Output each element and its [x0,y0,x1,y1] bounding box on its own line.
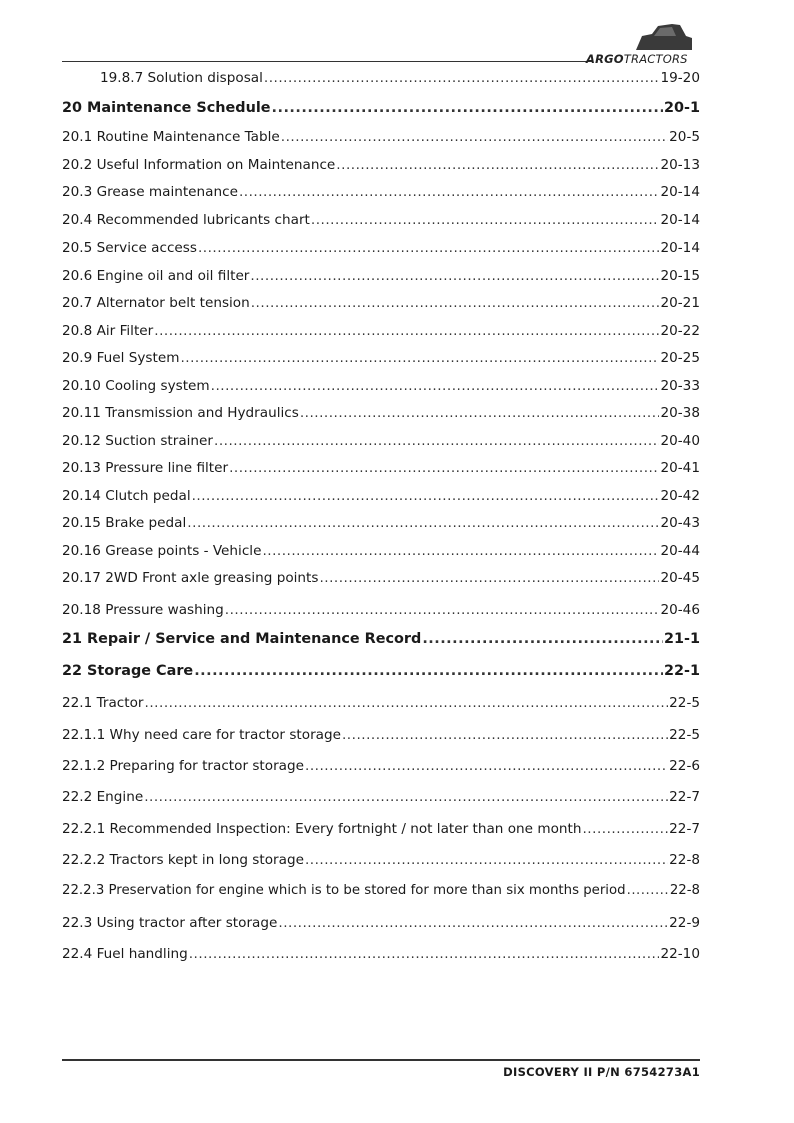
toc-entry[interactable] [62,268,700,284]
toc-title: 20.9 Fuel System [62,350,180,366]
toc-entry[interactable] [62,515,700,531]
dot-leader [300,405,660,421]
toc-entry[interactable] [62,100,700,116]
toc-page: 20-5 [669,129,700,145]
toc-title: 20.2 Useful Information on Maintenance [62,157,336,173]
dot-leader [211,378,660,394]
dot-leader [251,295,660,311]
toc-entry[interactable] [62,240,700,256]
toc-entry[interactable] [62,378,700,394]
dot-leader [278,915,668,931]
toc-entry[interactable] [62,631,700,647]
toc-title: 20.1 Routine Maintenance Table [62,129,280,145]
dot-leader [198,240,660,256]
toc-title: 21 Repair / Service and Maintenance Record [62,631,422,647]
toc-page: 20-22 [660,323,700,339]
toc-title: 22.2.1 Recommended Inspection: Every fortnight / not later than one month [62,821,582,837]
toc-page: 20-40 [660,433,700,449]
toc-entry[interactable] [62,405,700,421]
dot-leader [264,70,660,86]
dot-leader [180,350,659,366]
dot-leader [194,663,663,679]
header-rule [62,61,592,62]
toc-entry[interactable] [62,350,700,366]
toc-page: 22-8 [669,852,700,868]
toc-page: 19-20 [660,70,700,86]
dot-leader [187,515,659,531]
toc-title: 22.1.1 Why need care for tractor storage [62,727,341,743]
dot-leader [342,727,668,743]
toc-page: 20-33 [660,378,700,394]
toc-page: 20-46 [660,602,700,618]
toc-page: 20-25 [660,350,700,366]
toc-entry[interactable] [62,295,700,311]
toc-entry[interactable] [62,323,700,339]
dot-leader [305,852,668,868]
dot-leader [250,268,659,284]
toc-page: 22-5 [669,727,700,743]
toc-page: 20-43 [660,515,700,531]
toc-title: 20.17 2WD Front axle greasing points [62,570,319,586]
toc-page: 20-38 [660,405,700,421]
dot-leader [305,758,668,774]
toc-page: 20-41 [660,460,700,476]
toc-page: 22-8 [669,883,700,898]
toc-title: 22 Storage Care [62,663,194,679]
toc-title: 20.15 Brake pedal [62,515,187,531]
toc-entry[interactable] [100,70,700,86]
toc-page: 20-15 [660,268,700,284]
dot-leader [229,460,659,476]
dot-leader [262,543,659,559]
dot-leader [192,488,660,504]
toc-title: 22.1 Tractor [62,695,144,711]
toc-title: 22.2 Engine [62,789,144,805]
tractor-cab-icon [632,22,694,52]
dot-leader [189,946,660,962]
toc-entry[interactable] [62,129,700,145]
toc-page: 22-10 [660,946,700,962]
toc-entry[interactable] [62,727,700,743]
dot-leader [154,323,659,339]
toc-title: 20.11 Transmission and Hydraulics [62,405,299,421]
toc-page: 20-45 [660,570,700,586]
argo-tractors-logo [586,22,706,66]
toc-entry[interactable] [62,488,700,504]
logo-wordmark: ARGOTRACTORS [586,52,688,66]
toc-title: 20.12 Suction strainer [62,433,213,449]
dot-leader [582,821,668,837]
toc-title: 20.6 Engine oil and oil filter [62,268,250,284]
dot-leader [422,631,663,647]
dot-leader [272,100,663,116]
toc-title: 22.3 Using tractor after storage [62,915,278,931]
dot-leader [225,602,660,618]
toc-page: 20-14 [660,240,700,256]
toc-page: 21-1 [663,631,700,647]
toc-entry[interactable] [62,663,700,679]
dot-leader [336,157,659,173]
toc-title: 20.3 Grease maintenance [62,184,238,200]
toc-title: 22.2.3 Preservation for engine which is to be stored for more than six months period [62,883,626,898]
toc-page: 22-7 [669,789,700,805]
toc-title: 20.13 Pressure line filter [62,460,229,476]
dot-leader [144,789,668,805]
toc-page: 20-42 [660,488,700,504]
toc-entry[interactable] [62,758,700,774]
toc-entry[interactable] [62,883,700,898]
toc-page: 20-14 [660,212,700,228]
toc-entry[interactable] [62,789,700,805]
toc-entry[interactable] [62,602,700,618]
toc-entry[interactable] [62,821,700,837]
toc-entry[interactable] [62,433,700,449]
toc-entry[interactable] [62,946,700,962]
toc-page: 20-44 [660,543,700,559]
toc-page: 20-13 [660,157,700,173]
toc-page: 22-6 [669,758,700,774]
dot-leader [239,184,660,200]
toc-page: 20-14 [660,184,700,200]
toc-page: 20-21 [660,295,700,311]
toc-page: 22-7 [669,821,700,837]
toc-title: 20.7 Alternator belt tension [62,295,250,311]
toc-title: 22.2.2 Tractors kept in long storage [62,852,304,868]
dot-leader [627,883,669,898]
toc-title: 20.5 Service access [62,240,197,256]
dot-leader [281,129,668,145]
toc-title: 20 Maintenance Schedule [62,100,271,116]
toc-title: 20.4 Recommended lubricants chart [62,212,310,228]
toc-title: 20.18 Pressure washing [62,602,224,618]
toc-title: 20.8 Air Filter [62,323,154,339]
dot-leader [145,695,669,711]
toc-title: 20.10 Cooling system [62,378,210,394]
toc-entry[interactable] [62,157,700,173]
toc-entry[interactable] [62,852,700,868]
footer-part-number: DISCOVERY II P/N 6754273A1 [503,1065,700,1079]
toc-title: 22.1.2 Preparing for tractor storage [62,758,304,774]
toc-page: 22-1 [663,663,700,679]
dot-leader [214,433,659,449]
toc-title: 20.16 Grease points - Vehicle [62,543,262,559]
toc-title: 22.4 Fuel handling [62,946,188,962]
dot-leader [319,570,659,586]
toc-entry[interactable] [62,184,700,200]
toc-page: 22-5 [669,695,700,711]
toc-entry[interactable] [62,543,700,559]
toc-title: 20.14 Clutch pedal [62,488,191,504]
dot-leader [311,212,660,228]
footer-rule [62,1059,700,1061]
toc-title: 19.8.7 Solution disposal [100,70,263,86]
toc-entry[interactable] [62,695,700,711]
toc-entry[interactable] [62,460,700,476]
toc-entry[interactable] [62,570,700,586]
toc-page: 20-1 [663,100,700,116]
toc-page: 22-9 [669,915,700,931]
toc-entry[interactable] [62,212,700,228]
toc-entry[interactable] [62,915,700,931]
